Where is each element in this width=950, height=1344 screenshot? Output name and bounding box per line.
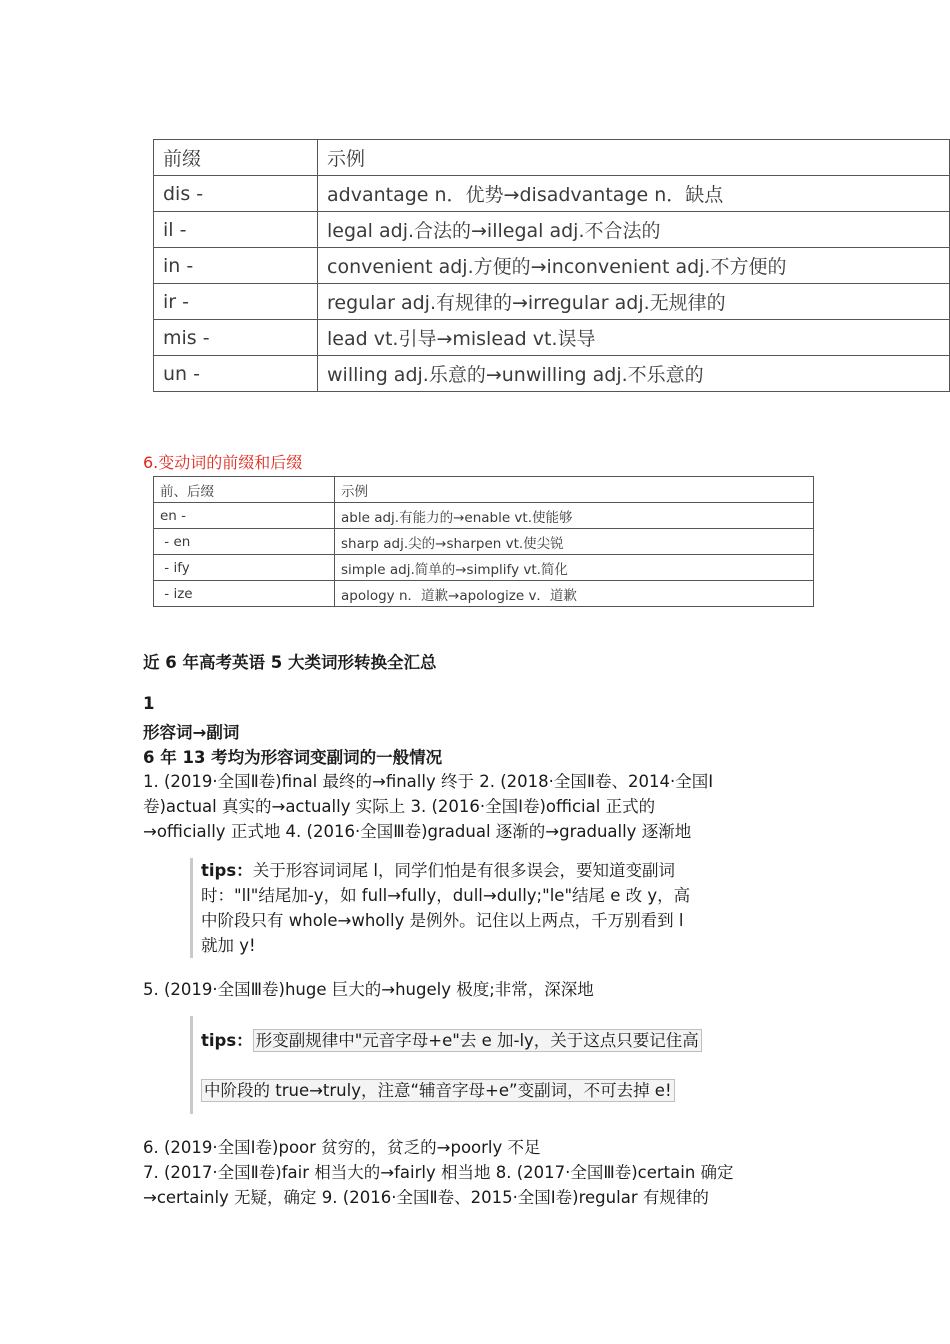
paragraph-line: 5. (2019·全国Ⅲ卷)huge 巨大的→hugely 极度;非常，深深地 <box>143 980 594 999</box>
table-cell: un - <box>154 356 318 392</box>
table-cell: lead vt.引导→mislead vt.误导 <box>318 320 950 356</box>
table-cell: simple adj.简单的→simplify vt.简化 <box>335 555 814 581</box>
tip-line <box>201 1028 702 1053</box>
tip-label: tips： <box>201 861 253 880</box>
part-number: 1 <box>143 694 155 713</box>
table-header-cell: 前缀 <box>154 140 318 176</box>
table-cell: willing adj.乐意的→unwilling adj.不乐意的 <box>318 356 950 392</box>
table-row <box>154 320 950 356</box>
paragraph-line: →certainly 无疑，确定 9. (2016·全国Ⅱ卷、2015·全国Ⅰ卷)regular 有规律的 <box>143 1188 709 1207</box>
table-cell: mis - <box>154 320 318 356</box>
table-cell: apology n．道歉→apologize v．道歉 <box>335 581 814 607</box>
highlighted-text: 形变副规律中"元音字母+e"去 e 加-ly，关于这点只要记住高 <box>253 1029 702 1052</box>
table-row <box>154 284 950 320</box>
paragraph-line: →officially 正式地 4. (2016·全国Ⅲ卷)gradual 逐渐的→gradually 逐渐地 <box>143 822 692 841</box>
table-cell: dis - <box>154 176 318 212</box>
tip-text: 关于形容词词尾 l，同学们怕是有很多误会，要知道变副词 <box>252 861 676 880</box>
section-6-heading: 6.变动词的前缀和后缀 <box>143 453 303 472</box>
table-cell: advantage n．优势→disadvantage n．缺点 <box>318 176 950 212</box>
table-row <box>154 248 950 284</box>
table-row <box>154 581 814 607</box>
tip-line <box>201 1078 702 1103</box>
part-subtitle: 6 年 13 考均为形容词变副词的一般情况 <box>143 748 443 767</box>
table-row <box>154 503 814 529</box>
table-header-cell: 示例 <box>335 477 814 503</box>
tip-box-1 <box>190 858 690 958</box>
tip-line: 就加 y! <box>201 936 256 955</box>
paragraph-line: 卷)actual 真实的→actually 实际上 3. (2016·全国Ⅰ卷)official 正式的 <box>143 797 656 816</box>
prefix-table <box>153 139 950 392</box>
tip-line: 时："ll"结尾加-y，如 full→fully，dull→dully;"le"结尾 e 改 y，高 <box>201 886 691 905</box>
tip-line: 中阶段只有 whole→wholly 是例外。记住以上两点，千万别看到 l <box>201 911 684 930</box>
table-row <box>154 176 950 212</box>
table-cell: sharp adj.尖的→sharpen vt.使尖锐 <box>335 529 814 555</box>
table-header-row <box>154 140 950 176</box>
paragraph-line: 7. (2017·全国Ⅱ卷)fair 相当大的→fairly 相当地 8. (2017·全国Ⅲ卷)certain 确定 <box>143 1163 734 1182</box>
table-cell: able adj.有能力的→enable vt.使能够 <box>335 503 814 529</box>
highlighted-text: 中阶段的 true→truly，注意“辅音字母+e”变副词，不可去掉 e! <box>201 1079 675 1102</box>
paragraph-line: 6. (2019·全国Ⅰ卷)poor 贫穷的，贫乏的→poorly 不足 <box>143 1138 541 1157</box>
table-cell: il - <box>154 212 318 248</box>
summary-title: 近 6 年高考英语 5 大类词形转换全汇总 <box>143 653 437 672</box>
table-cell: ir - <box>154 284 318 320</box>
table-cell: convenient adj.方便的→inconvenient adj.不方便的 <box>318 248 950 284</box>
tip-line <box>201 858 690 883</box>
table-cell: - en <box>154 529 335 555</box>
table-row <box>154 529 814 555</box>
table-cell: en - <box>154 503 335 529</box>
table-cell: regular adj.有规律的→irregular adj.无规律的 <box>318 284 950 320</box>
table-header-cell: 示例 <box>318 140 950 176</box>
table-cell: - ize <box>154 581 335 607</box>
table-header-row <box>154 477 814 503</box>
table-row <box>154 356 950 392</box>
table-row <box>154 212 950 248</box>
table-cell: - ify <box>154 555 335 581</box>
table-cell: legal adj.合法的→illegal adj.不合法的 <box>318 212 950 248</box>
paragraph-line: 1. (2019·全国Ⅱ卷)final 最终的→finally 终于 2. (2018·全国Ⅱ卷、2014·全国Ⅰ <box>143 772 714 791</box>
table-header-cell: 前、后缀 <box>154 477 335 503</box>
tip-box-2 <box>190 1016 702 1114</box>
part-title: 形容词→副词 <box>143 723 240 742</box>
table-row <box>154 555 814 581</box>
tip-label: tips： <box>201 1031 253 1050</box>
verb-affix-table <box>153 476 814 607</box>
table-cell: in - <box>154 248 318 284</box>
